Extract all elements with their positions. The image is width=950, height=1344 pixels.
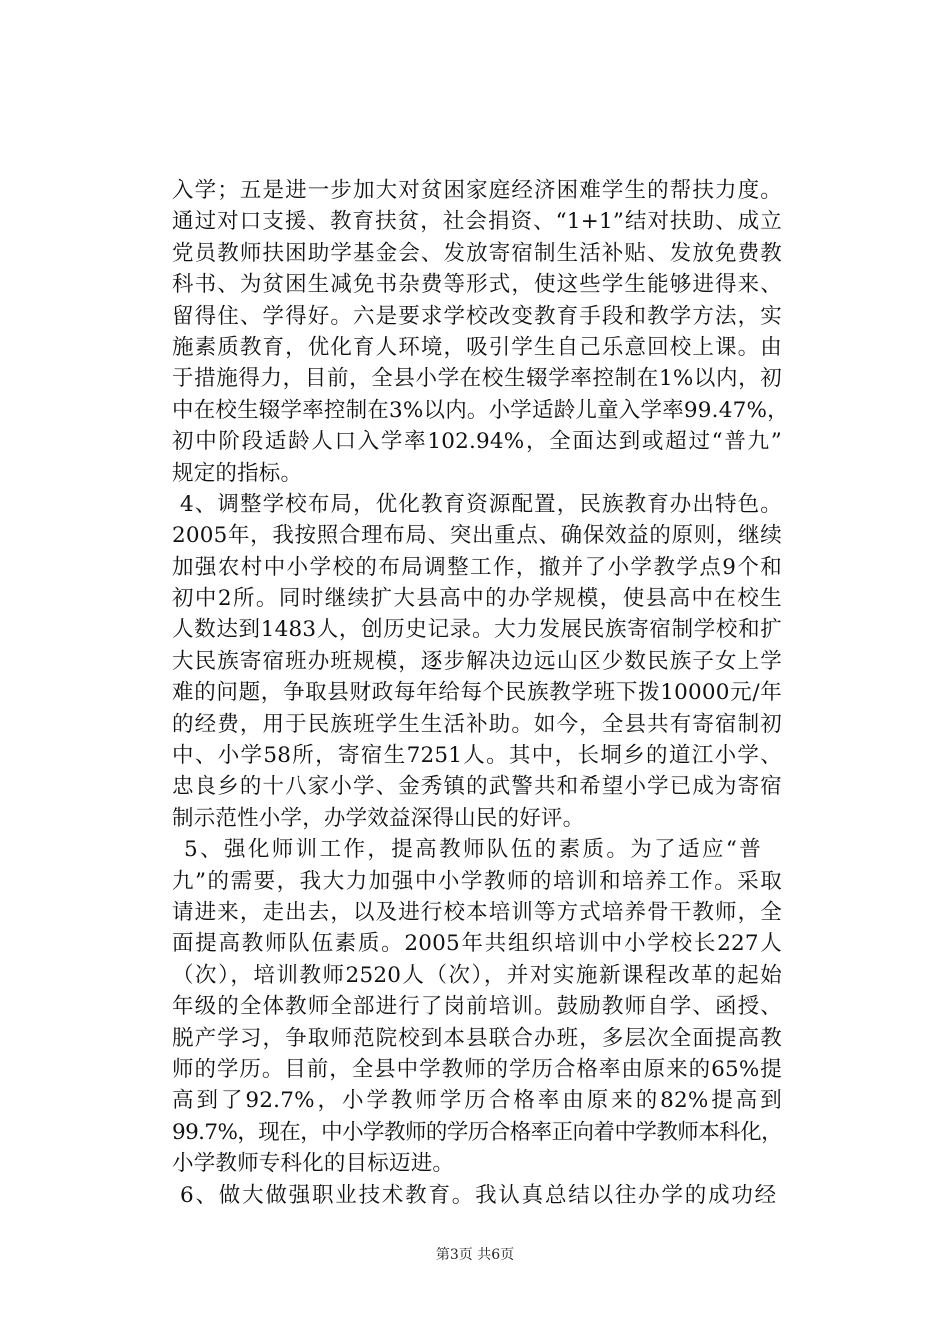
text-line: 99.7%，现在，中小学教师的学历合格率正向着中学教师本科化， — [172, 1119, 782, 1145]
section-heading-line: 5、强化师训工作，提高教师队伍的素质。为了适应“普 — [184, 837, 764, 863]
text-line: 规定的指标。 — [172, 460, 303, 486]
text-line: 施素质教育，优化育人环境，吸引学生自己乐意回校上课。由 — [172, 334, 782, 360]
text-line: 面提高教师队伍素质。2005年共组织培训中小学校长227人 — [172, 931, 782, 957]
text-line: 高到了92.7%，小学教师学历合格率由原来的82%提高到 — [172, 1088, 782, 1114]
text-line: 大民族寄宿班办班规模，逐步解决边远山区少数民族子女上学 — [172, 648, 782, 674]
text-line: 小学教师专科化的目标迈进。 — [172, 1151, 455, 1177]
text-line: 2005年，我按照合理布局、突出重点、确保效益的原则，继续 — [172, 523, 782, 549]
text-line: 年级的全体教师全部进行了岗前培训。鼓励教师自学、函授、 — [172, 994, 782, 1020]
text-line: （次），培训教师2520人（次），并对实施新课程改革的起始 — [172, 962, 782, 988]
text-line: 人数达到1483人，创历史记录。大力发展民族寄宿制学校和扩 — [172, 617, 782, 643]
section-heading-line: 4、调整学校布局，优化教育资源配置，民族教育办出特色。 — [180, 491, 782, 517]
text-line: 九”的需要，我大力加强中小学教师的培训和培养工作。采取 — [172, 868, 782, 894]
text-line: 初中阶段适龄人口入学率102.94%，全面达到或超过“普九” — [172, 429, 782, 455]
text-line: 师的学历。目前，全县中学教师的学历合格率由原来的65%提 — [172, 1056, 782, 1082]
text-line: 加强农村中小学校的布局调整工作，撤并了小学教学点9个和 — [172, 554, 782, 580]
text-line: 留得住、学得好。六是要求学校改变教育手段和教学方法，实 — [172, 303, 782, 329]
text-line: 党员教师扶困助学基金会、发放寄宿制生活补贴、发放免费教 — [172, 240, 782, 266]
page-footer — [0, 1244, 950, 1264]
text-line: 制示范性小学，办学效益深得山民的好评。 — [172, 805, 585, 831]
text-line: 入学；五是进一步加大对贫困家庭经济困难学生的帮扶力度。 — [172, 178, 782, 203]
text-line: 的经费，用于民族班学生生活补助。如今，全县共有寄宿制初 — [172, 711, 782, 737]
text-line: 中在校生辍学率控制在3%以内。小学适龄儿童入学率99.47%， — [172, 397, 789, 423]
text-line: 初中2所。同时继续扩大县高中的办学规模，使县高中在校生 — [172, 586, 782, 612]
text-line: 请进来，走出去，以及进行校本培训等方式培养骨干教师，全 — [172, 899, 782, 925]
document-body — [172, 175, 789, 1211]
text-line: 中、小学58所，寄宿生7251人。其中，长垌乡的道江小学、 — [172, 743, 782, 769]
text-line: 脱产学习，争取师范院校到本县联合办班，多层次全面提高教 — [172, 1025, 782, 1051]
page-number: 第3页 共6页 — [435, 1247, 515, 1263]
text-line: 难的问题，争取县财政每年给每个民族教学班下拨10000元/年 — [172, 680, 782, 706]
text-line: 通过对口支援、教育扶贫，社会捐资、“1+1”结对扶助、成立 — [172, 209, 782, 235]
text-line: 科书、为贫困生减免书杂费等形式，使这些学生能够进得来、 — [172, 272, 782, 298]
text-line: 于措施得力，目前，全县小学在校生辍学率控制在1%以内，初 — [172, 366, 782, 392]
text-line: 忠良乡的十八家小学、金秀镇的武警共和希望小学已成为寄宿 — [172, 774, 782, 800]
section-heading-line: 6、做大做强职业技术教育。我认真总结以往办学的成功经 — [180, 1182, 778, 1208]
